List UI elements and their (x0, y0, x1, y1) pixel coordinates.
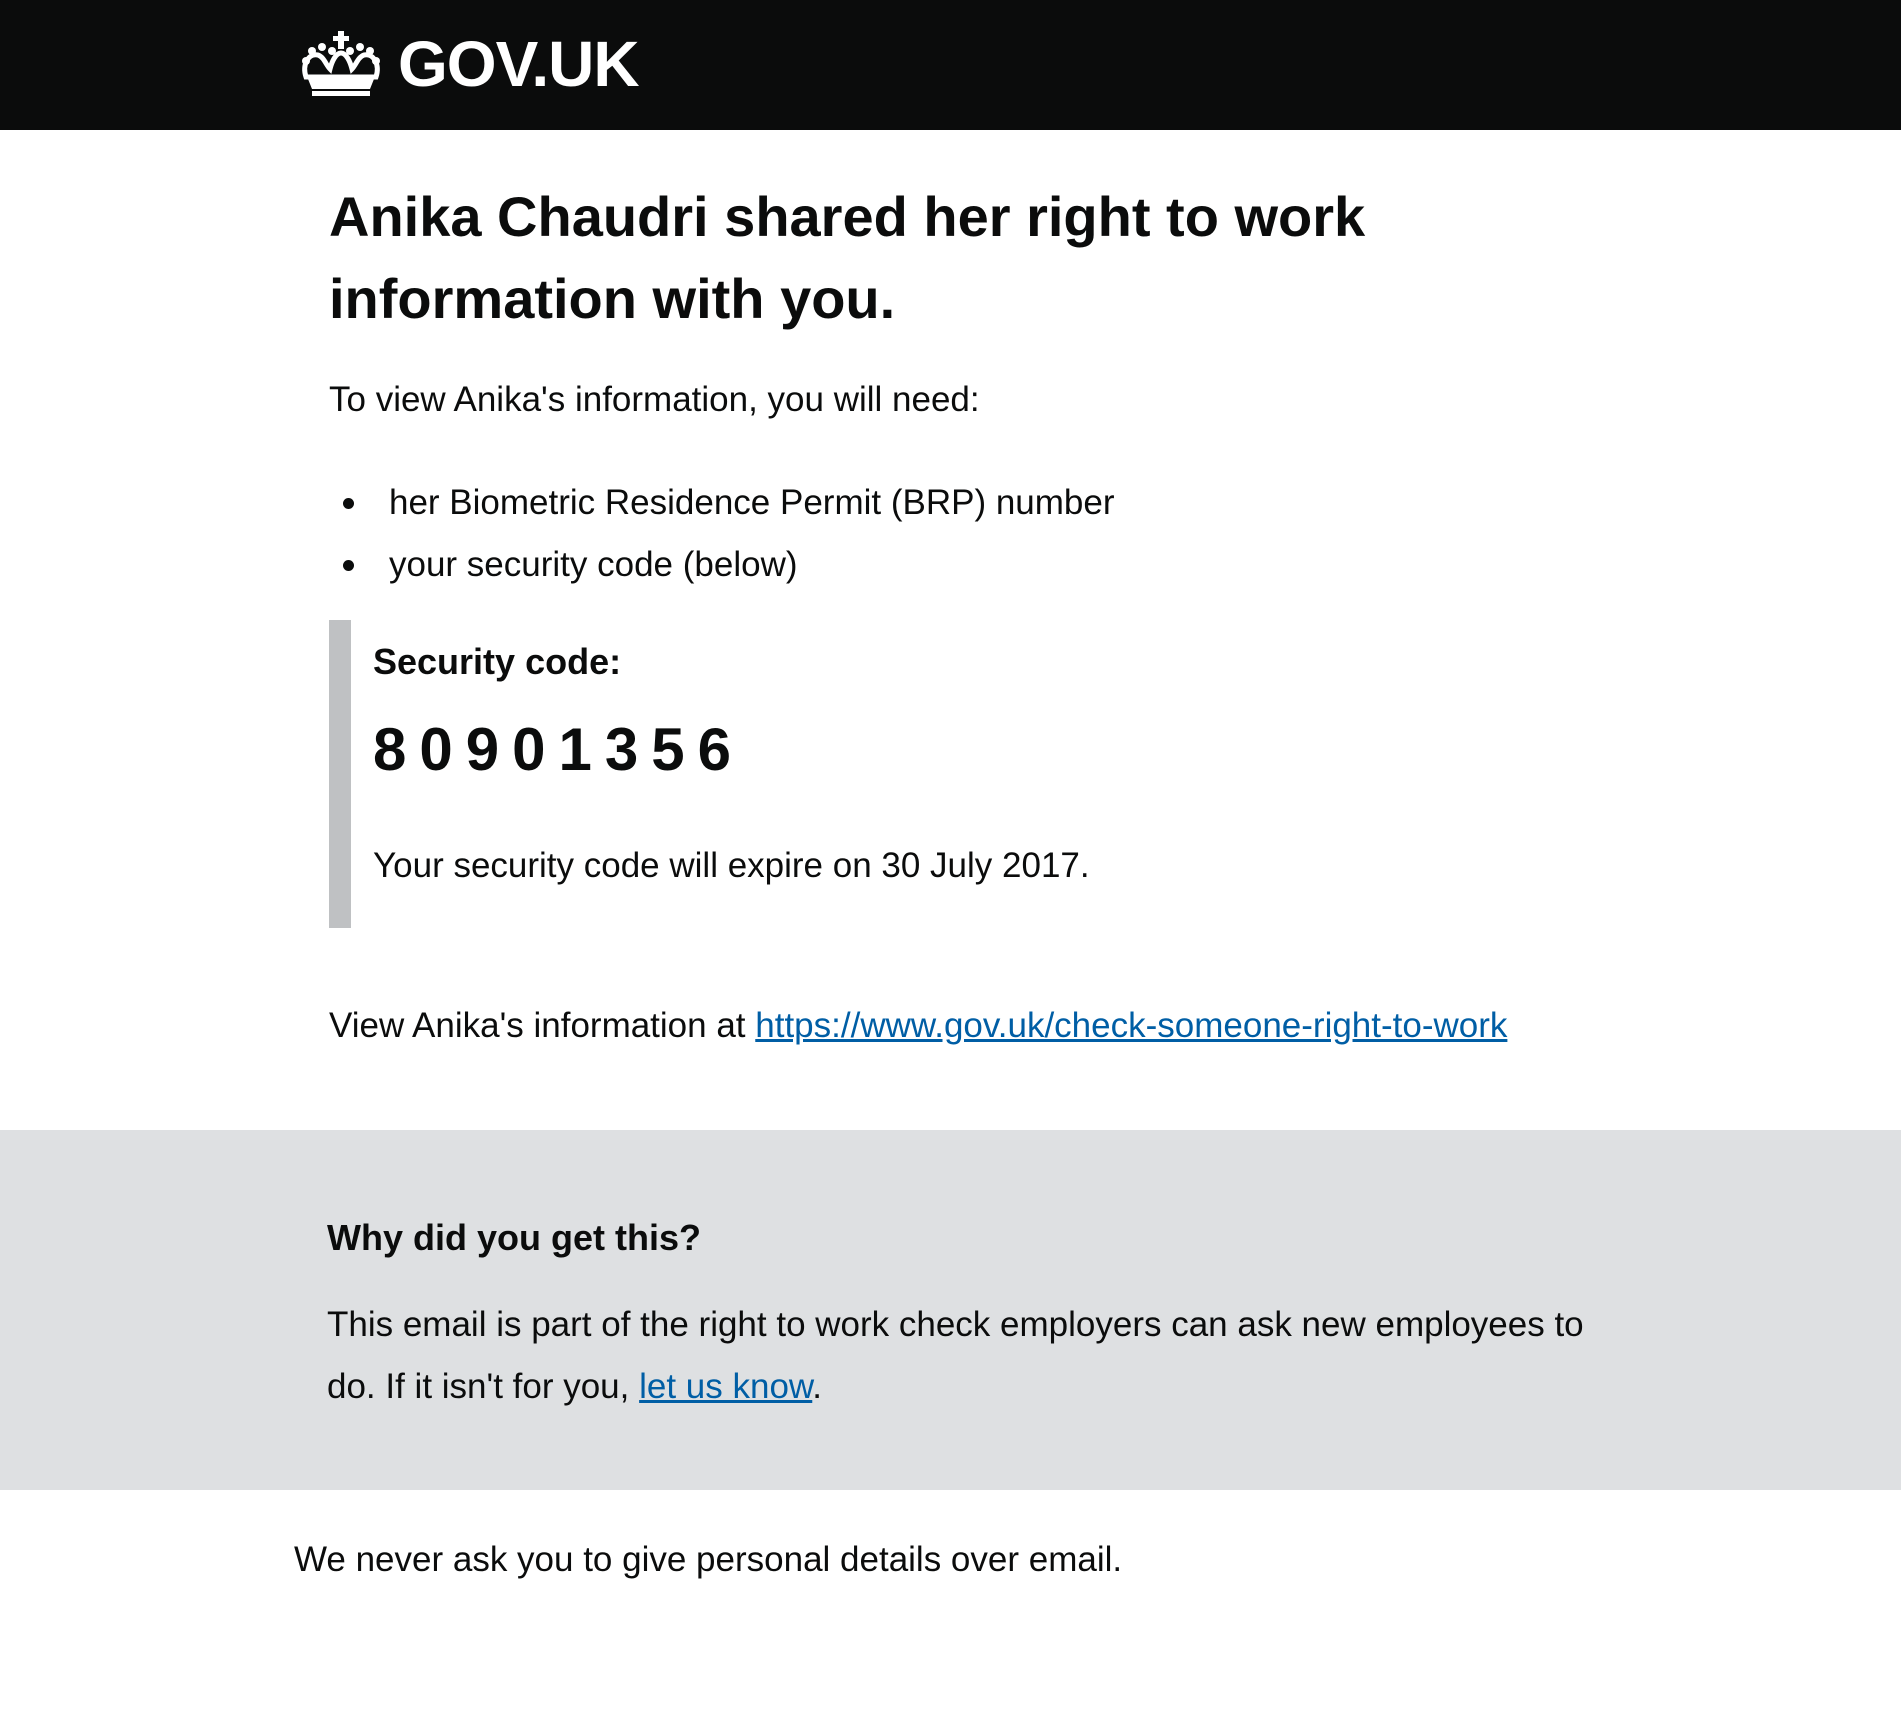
view-information-line (329, 1004, 1507, 1048)
list-item (329, 472, 1115, 534)
bullet-icon (343, 498, 354, 509)
list-item-text: your security code (below) (389, 545, 798, 584)
why-heading: Why did you get this? (327, 1217, 701, 1258)
page-title: Anika Chaudri shared her right to work information with you. (329, 185, 1366, 330)
why-section (0, 1130, 1901, 1490)
check-right-to-work-link[interactable]: https://www.gov.uk/check-someone-right-to-work (755, 1006, 1508, 1045)
why-body (327, 1294, 1617, 1418)
list-item-text: her Biometric Residence Permit (BRP) number (389, 483, 1115, 522)
bullet-icon (343, 560, 354, 571)
requirements-list (329, 472, 1115, 596)
govuk-logo[interactable] (300, 26, 639, 102)
why-body-suffix: . (812, 1367, 822, 1406)
why-body-text: This email is part of the right to work check employers can ask new employees to do. If it isn't for you, (327, 1305, 1584, 1406)
logo-text: GOV.UK (398, 28, 639, 100)
security-code-value: 80901356 (373, 716, 744, 783)
security-code-expiry: Your security code will expire on 30 July 2017. (373, 846, 1090, 885)
list-item (329, 534, 1115, 596)
footer-note: We never ask you to give personal details over email. (294, 1540, 1123, 1579)
security-code-label: Security code: (373, 641, 622, 682)
crown-icon (300, 31, 382, 97)
site-header (0, 0, 1901, 130)
let-us-know-link[interactable]: let us know (639, 1367, 813, 1406)
security-code-inset (329, 620, 1451, 928)
intro-text: To view Anika's information, you will need: (329, 380, 980, 419)
view-prefix-text: View Anika's information at (329, 1006, 756, 1045)
